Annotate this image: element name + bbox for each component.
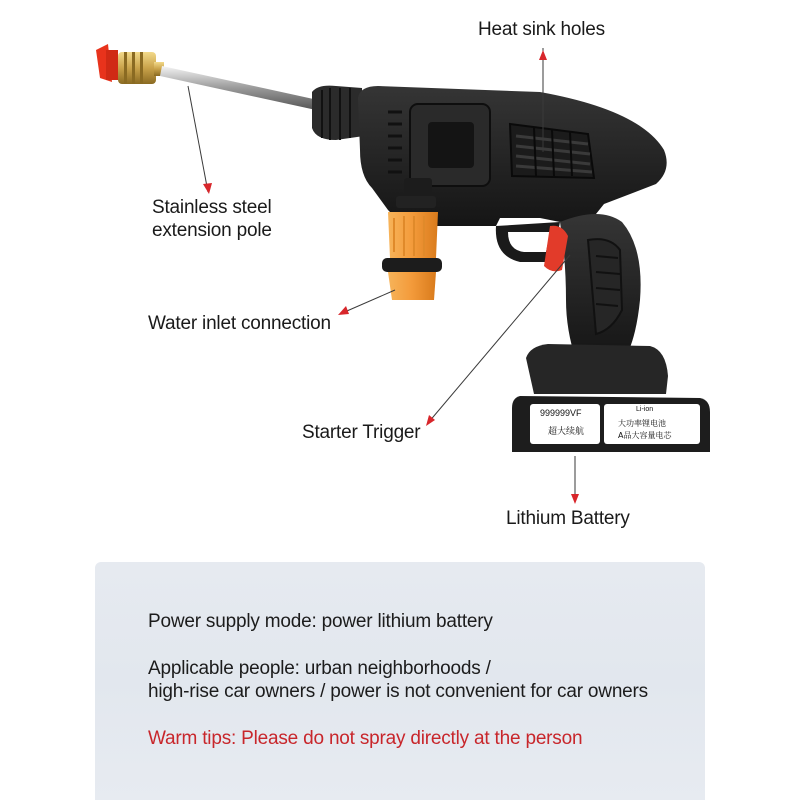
callout-lithium-battery: Lithium Battery bbox=[506, 508, 630, 529]
callout-heat-sink-holes: Heat sink holes bbox=[478, 19, 605, 40]
battery-cn-left-label: 超大续航 bbox=[548, 427, 585, 437]
extension-pole bbox=[160, 66, 318, 110]
gun-handle bbox=[496, 214, 641, 360]
applicable-people-line2: high-rise car owners / power is not convenient for car owners bbox=[148, 681, 648, 702]
callout-water-inlet: Water inlet connection bbox=[148, 313, 331, 334]
power-supply-text: Power supply mode: power lithium battery bbox=[148, 611, 493, 632]
warm-tips-text: Warm tips: Please do not spray directly at the person bbox=[148, 728, 583, 749]
front-cap bbox=[312, 86, 364, 140]
nozzle-tip bbox=[96, 44, 118, 82]
applicable-people-line1: Applicable people: urban neighborhoods / bbox=[148, 658, 491, 679]
battery-cn-right-label-1: 大功率锂电池 bbox=[618, 419, 666, 428]
info-panel bbox=[95, 562, 705, 800]
callout-starter-trigger: Starter Trigger bbox=[302, 422, 421, 443]
battery-cn-right-label-2: A品大容量电芯 bbox=[618, 431, 672, 440]
brass-connector bbox=[118, 52, 164, 84]
battery-pack bbox=[512, 344, 710, 452]
battery-model-label: 999999VF bbox=[540, 408, 582, 418]
callout-extension-pole-line1: Stainless steel bbox=[152, 197, 272, 218]
callout-extension-pole-line2: extension pole bbox=[152, 220, 272, 241]
battery-chem-label: Li-ion bbox=[636, 406, 654, 413]
